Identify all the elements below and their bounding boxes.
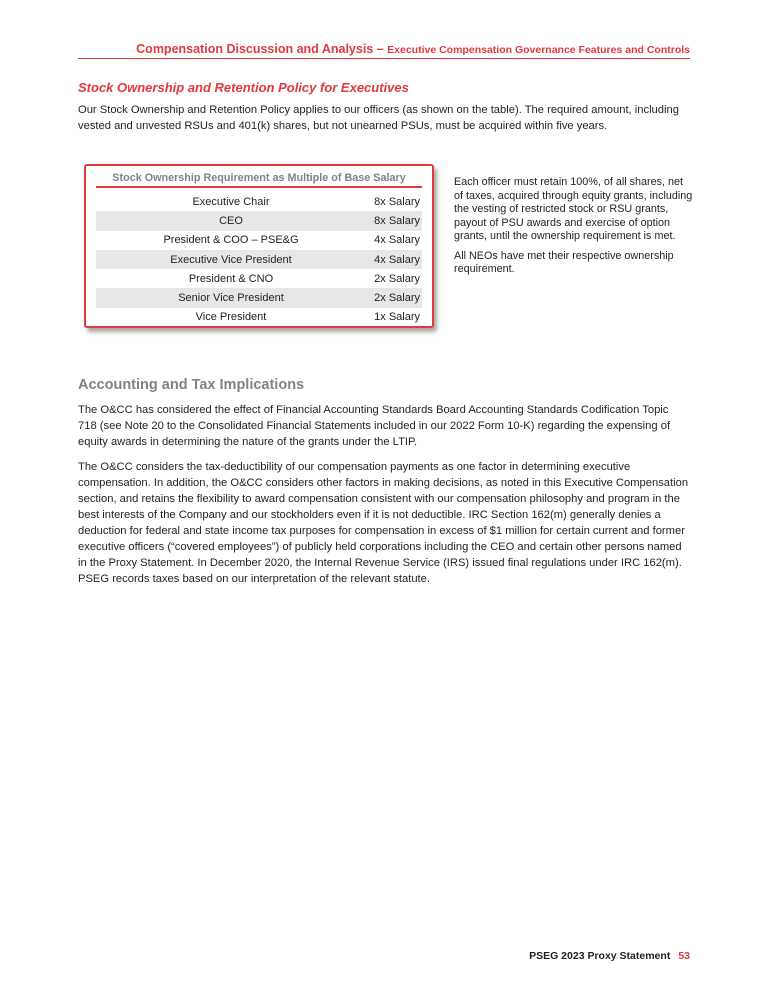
- row-multiple: 4x Salary: [374, 234, 420, 247]
- table-row: [96, 231, 422, 250]
- row-multiple: 2x Salary: [374, 292, 420, 305]
- header-section-title: Compensation Discussion and Analysis –: [136, 42, 388, 56]
- row-role: CEO: [219, 214, 243, 227]
- table-row: [96, 192, 422, 211]
- page-number: 53: [678, 950, 690, 962]
- table-row: [96, 288, 422, 307]
- row-role: Vice President: [195, 311, 267, 324]
- row-role: Executive Vice President: [170, 253, 292, 266]
- row-role: President & CNO: [188, 272, 274, 285]
- row-multiple: 2x Salary: [374, 272, 420, 285]
- neos-note: All NEOs have met their respective ownership requirement.: [454, 249, 674, 275]
- table-row: [96, 308, 422, 327]
- row-role: Senior Vice President: [178, 292, 284, 305]
- running-header: [78, 42, 690, 59]
- ownership-table-title: Stock Ownership Requirement as Multiple of Base Salary: [96, 172, 422, 188]
- stock-policy-body: Our Stock Ownership and Retention Policy applies to our officers (as shown on the table). The required amount, including vested and unvested RSUs and 401(k) shares, but not unearned PSUs, must be acquired within five years.: [78, 104, 679, 132]
- row-multiple: 1x Salary: [374, 311, 420, 324]
- row-multiple: 8x Salary: [374, 214, 420, 227]
- ownership-table: [84, 164, 434, 328]
- stock-policy-heading: Stock Ownership and Retention Policy for Executives: [78, 80, 409, 95]
- row-multiple: 8x Salary: [374, 195, 420, 208]
- footer-doc-title: PSEG 2023 Proxy Statement: [529, 950, 671, 962]
- header-subsection-title: Executive Compensation Governance Features and Controls: [387, 44, 690, 56]
- accounting-paragraph-1: The O&CC has considered the effect of Financial Accounting Standards Board Accounting Standards Codification Topic 718 (see Note 20 to the Consolidated Financial Statements included in our 2022 Form 10-K) regarding the expensing of equity awards in determining the nature of the grants under the LTIP.: [78, 404, 671, 448]
- row-role: Executive Chair: [192, 195, 270, 208]
- accounting-heading: Accounting and Tax Implications: [78, 377, 305, 393]
- page-footer: [529, 950, 690, 962]
- table-row: [96, 269, 422, 288]
- ownership-table-rows: [96, 192, 422, 327]
- row-role: President & COO – PSE&G: [163, 234, 299, 247]
- table-row: [96, 250, 422, 269]
- table-row: [96, 211, 422, 230]
- row-multiple: 4x Salary: [374, 253, 420, 266]
- accounting-paragraph-2: The O&CC considers the tax-deductibility of our compensation payments as one factor in determining executive compensation. In addition, the O&CC considers other factors in making decisions, as noted in this Executive Compensation section, and retains the flexibility to award compensation consistent with our compensation philosophy and program in the best interests of the Company and our stockholders even if it is not deductible. IRC Section 162(m) generally denies a deduction for federal and state income tax purposes for compensation in excess of $1 million for certain current and former executive officers (“covered employees”) of publicly held corporations including the CEO and certain other persons named in the Proxy Statement. In December 2020, the Internal Revenue Service (IRS) issued final regulations under IRC 162(m). PSEG records taxes based on our interpretation of the relevant statute.: [78, 461, 689, 585]
- side-notes: [454, 176, 694, 277]
- retention-note: Each officer must retain 100%, of all shares, net of taxes, acquired through equity grants, including the vesting of restricted stock or RSU grants, payout of PSU awards and exercise of option grants, until the ownership requirement is met.: [454, 176, 693, 242]
